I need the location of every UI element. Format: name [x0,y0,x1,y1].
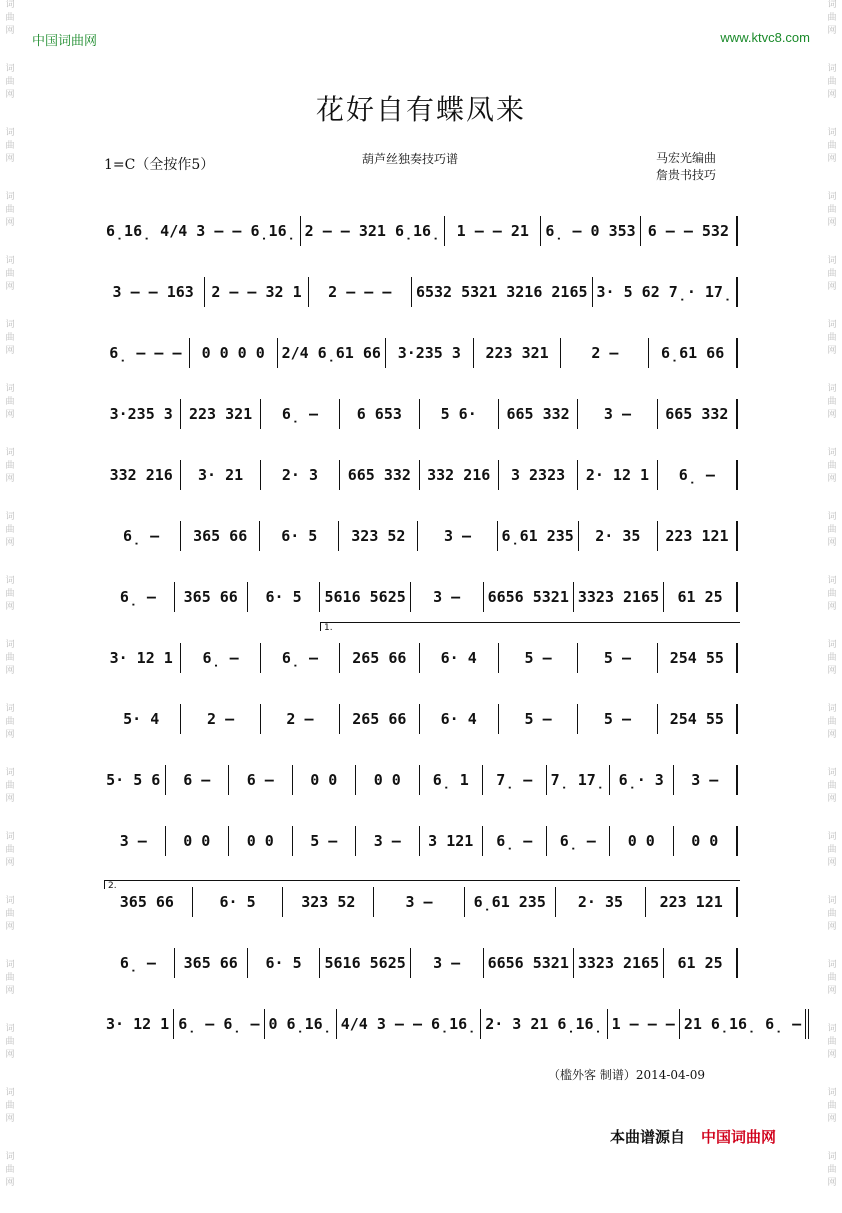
watermark-strip-left [2,0,18,1188]
key-signature: 1=C（全按作5） [104,157,215,173]
watermark-char: 词 [827,960,837,970]
measure: 3· 12 1 [102,643,181,673]
watermark-char: 词 [827,448,837,458]
source-site-link[interactable]: 中国词曲网 [701,1128,777,1146]
measure: 6̣ – [181,643,260,673]
watermark-char: 曲 [5,717,15,727]
watermark-gap [2,871,18,893]
watermark-char: 网 [5,154,15,164]
watermark-char: 词 [5,832,15,842]
watermark-char: 曲 [827,717,837,727]
watermark-char: 曲 [827,1101,837,1111]
measure: 6· 4 [420,704,499,734]
measure: 6· 5 [193,887,284,917]
watermark-char: 曲 [5,525,15,535]
measure: 254 55 [658,704,738,734]
measure: 6̣16̣ 4/4 3 – – 6̣16̣ [102,216,301,246]
measure: 2· 35 [556,887,647,917]
watermark-char: 词 [5,320,15,330]
measure: 6· 5 [248,948,321,978]
watermark-gap [824,1191,840,1213]
watermark-gap [2,295,18,317]
watermark-char: 网 [5,730,15,740]
watermark-char: 网 [5,1178,15,1188]
score-row [102,505,738,566]
measure: 2 – – 321 6̣16̣ [301,216,445,246]
watermark-char: 词 [827,64,837,74]
watermark-char: 曲 [827,653,837,663]
watermark-char: 网 [5,410,15,420]
measure: 2· 12 1 [578,460,657,490]
measure: 1 – – 21 [445,216,541,246]
measure: 0 0 0 0 [190,338,278,368]
measure: 365 66 [102,887,193,917]
watermark-gap [824,39,840,61]
watermark-gap [2,807,18,829]
watermark-char: 词 [827,128,837,138]
watermark-char: 词 [5,704,15,714]
watermark-char: 词 [5,576,15,586]
watermark-char: 曲 [5,461,15,471]
score-row [102,688,738,749]
measure: 3 – [578,399,657,429]
measure: 3 – [674,765,739,795]
watermark-char: 曲 [5,205,15,215]
watermark-char: 网 [827,282,837,292]
measure: 6̣61 66 [649,338,738,368]
measure: 6̣ – [483,826,547,856]
measure: 6 – [166,765,230,795]
watermark-char: 网 [827,346,837,356]
watermark-char: 曲 [5,333,15,343]
measure: 2 – [561,338,649,368]
watermark-char: 词 [827,1088,837,1098]
source-credit [610,1126,776,1147]
measure: 3 – [411,948,484,978]
measure: 6656 5321 [484,582,574,612]
measure: 323 52 [283,887,374,917]
measure: 6· 4 [420,643,499,673]
measure: 6· 5 [248,582,321,612]
measure: 4/4 3 – – 6̣16̣ [337,1009,481,1039]
watermark-char: 词 [827,1024,837,1034]
watermark-char: 曲 [827,845,837,855]
measure: 0 0 [293,765,357,795]
watermark-char: 网 [5,90,15,100]
watermark-char: 词 [827,192,837,202]
measure: 0 0 [674,826,739,856]
measure: 3 – [411,582,484,612]
measure: 0 0 [356,765,420,795]
watermark-char: 网 [827,730,837,740]
watermark-char: 网 [827,666,837,676]
measure: 7̣ 17̣ [547,765,611,795]
measure: 265 66 [340,704,419,734]
watermark-char: 网 [827,90,837,100]
watermark-char: 曲 [827,909,837,919]
measure: 6̣ – [102,582,175,612]
measure: 1 – – – [608,1009,680,1039]
measure: 6̣ – [261,643,340,673]
watermark-char: 网 [827,474,837,484]
score-row [102,444,738,505]
watermark-char: 词 [5,0,15,10]
watermark-char: 网 [5,538,15,548]
measure: 2 – [261,704,340,734]
measure: 223 321 [181,399,260,429]
watermark-char: 词 [827,768,837,778]
watermark-char: 词 [5,512,15,522]
watermark-char: 网 [5,666,15,676]
measure: 5 – [578,704,657,734]
watermark-char: 网 [827,602,837,612]
score-row [102,810,738,871]
watermark-char: 曲 [827,13,837,23]
watermark-char: 曲 [827,973,837,983]
watermark-char: 曲 [5,781,15,791]
watermark-gap [824,231,840,253]
watermark-char: 网 [5,986,15,996]
measure: 21 6̣16̣ 6̣ – [680,1009,809,1039]
watermark-char: 词 [5,256,15,266]
watermark-gap [824,551,840,573]
watermark-char: 词 [5,1024,15,1034]
watermark-char: 网 [5,602,15,612]
measure: 2 – – – [309,277,412,307]
measure: 6̣ – [102,948,175,978]
volta-first [320,622,740,631]
measure: 2· 3 21 6̣16̣ [481,1009,607,1039]
watermark-char: 曲 [5,909,15,919]
watermark-gap [824,999,840,1021]
measure: 6̣· 3 [610,765,674,795]
watermark-gap [2,487,18,509]
measure: 5 6· [420,399,499,429]
watermark-char: 曲 [5,269,15,279]
watermark-char: 词 [827,640,837,650]
watermark-gap [824,1063,840,1085]
watermark-char: 网 [827,410,837,420]
composer-credit: 马宏光编曲 [656,151,717,165]
score-row [102,627,738,688]
measure: 61 25 [664,948,738,978]
watermark-strip-right [824,0,840,1188]
watermark-char: 词 [827,256,837,266]
watermark-char: 词 [827,0,837,10]
watermark-char: 曲 [5,13,15,23]
measure: 6 653 [340,399,419,429]
measure: 365 66 [181,521,260,551]
measure: 3 – [102,826,166,856]
score-row [102,993,802,1054]
watermark-char: 词 [827,576,837,586]
measure: 3· 21 [181,460,260,490]
watermark-char: 词 [5,448,15,458]
measure: 665 332 [658,399,738,429]
watermark-gap [2,935,18,957]
measure: 5 – [499,643,578,673]
score-row [102,261,738,322]
watermark-char: 词 [5,128,15,138]
measure: 365 66 [175,582,248,612]
watermark-char: 词 [5,384,15,394]
watermark-char: 曲 [827,269,837,279]
measure: 0 0 [610,826,674,856]
measure: 223 121 [658,521,738,551]
watermark-char: 网 [827,986,837,996]
watermark-char: 网 [827,922,837,932]
measure: 5616 5625 [320,582,410,612]
watermark-gap [824,359,840,381]
watermark-char: 网 [827,26,837,36]
measure: 3323 2165 [574,582,664,612]
watermark-gap [2,1063,18,1085]
watermark-gap [824,807,840,829]
measure: 2 – [181,704,260,734]
watermark-char: 曲 [827,397,837,407]
measure: 5 – [499,704,578,734]
watermark-char: 曲 [5,845,15,855]
measure: 7̣ – [483,765,547,795]
watermark-gap [824,167,840,189]
watermark-gap [824,1127,840,1149]
score-row [102,932,738,993]
watermark-gap [824,423,840,445]
technique-credit: 詹贵书技巧 [656,168,717,182]
measure: 6̣ – [658,460,738,490]
measure: 6̣61 235 [465,887,556,917]
score-row [102,566,738,627]
measure: 3 121 [420,826,484,856]
watermark-char: 曲 [5,973,15,983]
measure: 2· 3 [261,460,340,490]
measure: 223 121 [646,887,738,917]
measure: 6 – – 532 [641,216,738,246]
measure: 0 0 [229,826,293,856]
measure: 6̣61 235 [498,521,579,551]
watermark-gap [2,679,18,701]
measure: 365 66 [175,948,248,978]
measure: 6̣ – [547,826,611,856]
watermark-char: 词 [827,896,837,906]
watermark-char: 词 [827,384,837,394]
watermark-char: 词 [827,704,837,714]
measure: 5 – [578,643,657,673]
measure: 2· 35 [579,521,658,551]
watermark-char: 词 [827,320,837,330]
watermark-gap [824,615,840,637]
measure: 223 321 [474,338,562,368]
measure: 6̣ – 6̣ – [174,1009,264,1039]
watermark-char: 网 [827,1050,837,1060]
watermark-char: 网 [5,1114,15,1124]
watermark-char: 网 [827,1114,837,1124]
watermark-gap [2,231,18,253]
measure: 665 332 [499,399,578,429]
watermark-char: 曲 [827,525,837,535]
site-url-link[interactable]: www.ktvc8.com [720,30,810,45]
watermark-char: 网 [827,154,837,164]
watermark-char: 词 [5,896,15,906]
watermark-char: 词 [827,512,837,522]
watermark-char: 网 [5,922,15,932]
watermark-char: 网 [827,1178,837,1188]
watermark-char: 词 [5,768,15,778]
measure: 61 25 [664,582,738,612]
watermark-char: 网 [5,794,15,804]
measure: 3 – [418,521,497,551]
watermark-char: 曲 [5,1037,15,1047]
watermark-gap [824,743,840,765]
watermark-gap [2,359,18,381]
measure: 0 0 [166,826,230,856]
watermark-char: 曲 [5,141,15,151]
score-subtitle: 葫芦丝独奏技巧谱 [362,152,459,166]
measure: 2 – – 32 1 [205,277,308,307]
measure: 3· 12 1 [102,1009,174,1039]
watermark-gap [824,295,840,317]
watermark-gap [2,1127,18,1149]
source-label: 本曲谱源自 [610,1128,686,1146]
watermark-gap [824,935,840,957]
measure: 0 6̣16̣ [265,1009,337,1039]
watermark-char: 曲 [827,205,837,215]
watermark-char: 词 [5,192,15,202]
measure: 5· 4 [102,704,181,734]
watermark-char: 曲 [5,1165,15,1175]
watermark-char: 曲 [827,1037,837,1047]
watermark-char: 网 [5,218,15,228]
watermark-gap [2,1191,18,1213]
watermark-gap [2,551,18,573]
measure: 2/4 6̣61 66 [278,338,386,368]
volta-second-label: 2. [108,881,117,891]
watermark-gap [2,615,18,637]
score-title: 花好自有蝶凤来 [315,93,526,126]
watermark-gap [824,679,840,701]
watermark-gap [2,39,18,61]
watermark-char: 网 [827,858,837,868]
watermark-char: 网 [5,858,15,868]
score-row [102,322,738,383]
watermark-char: 曲 [827,1165,837,1175]
watermark-gap [2,423,18,445]
watermark-char: 曲 [827,781,837,791]
watermark-gap [824,487,840,509]
measure: 6̣ – [102,521,181,551]
watermark-char: 词 [827,832,837,842]
watermark-gap [824,871,840,893]
measure: 3 – [356,826,420,856]
watermark-char: 网 [827,218,837,228]
score-row [102,383,738,444]
measure: 6· 5 [260,521,339,551]
credits [656,150,716,184]
watermark-char: 词 [5,960,15,970]
watermark-char: 曲 [5,1101,15,1111]
measure: 3 – [374,887,465,917]
watermark-gap [2,743,18,765]
measure: 6̣ – 0 353 [541,216,640,246]
measure: 6656 5321 [484,948,574,978]
watermark-char: 网 [5,1050,15,1060]
measure: 6̣ – – – [102,338,190,368]
watermark-char: 网 [827,538,837,548]
watermark-char: 网 [5,26,15,36]
watermark-char: 曲 [827,461,837,471]
watermark-char: 网 [5,282,15,292]
watermark-char: 词 [827,1152,837,1162]
volta-first-label: 1. [324,623,333,633]
measure: 6̣ – [261,399,340,429]
watermark-char: 词 [5,1152,15,1162]
measure: 3· 5 62 7̣· 17̣ [593,277,738,307]
watermark-gap [2,999,18,1021]
watermark-char: 曲 [5,653,15,663]
measure: 265 66 [340,643,419,673]
volta-second [104,880,740,889]
watermark-char: 曲 [827,589,837,599]
watermark-char: 曲 [5,589,15,599]
watermark-char: 词 [5,640,15,650]
measure: 3323 2165 [574,948,664,978]
measure: 254 55 [658,643,738,673]
transcriber-note: （槛外客 制谱）2014-04-09 [548,1068,706,1082]
measure: 665 332 [340,460,419,490]
watermark-char: 曲 [827,141,837,151]
measure: 323 52 [339,521,418,551]
watermark-char: 词 [5,64,15,74]
measure: 6̣ 1 [420,765,484,795]
measure: 332 216 [102,460,181,490]
measure: 3 2323 [499,460,578,490]
measure: 5 – [293,826,357,856]
watermark-char: 词 [5,1088,15,1098]
watermark-char: 曲 [5,397,15,407]
score-row [102,200,738,261]
measure: 5616 5625 [320,948,410,978]
watermark-char: 网 [5,474,15,484]
measure: 332 216 [420,460,499,490]
watermark-char: 曲 [827,77,837,87]
watermark-gap [2,167,18,189]
watermark-char: 网 [5,346,15,356]
measure: 6532 5321 3216 2165 [412,277,593,307]
measure: 6 – [229,765,293,795]
measure: 3·235 3 [386,338,474,368]
measure: 5· 5 6 [102,765,166,795]
watermark-char: 曲 [5,77,15,87]
measure: 3·235 3 [102,399,181,429]
score-row [102,749,738,810]
watermark-char: 网 [827,794,837,804]
measure: 3 – – 163 [102,277,205,307]
site-name-link[interactable]: 中国词曲网 [32,34,98,49]
watermark-char: 曲 [827,333,837,343]
